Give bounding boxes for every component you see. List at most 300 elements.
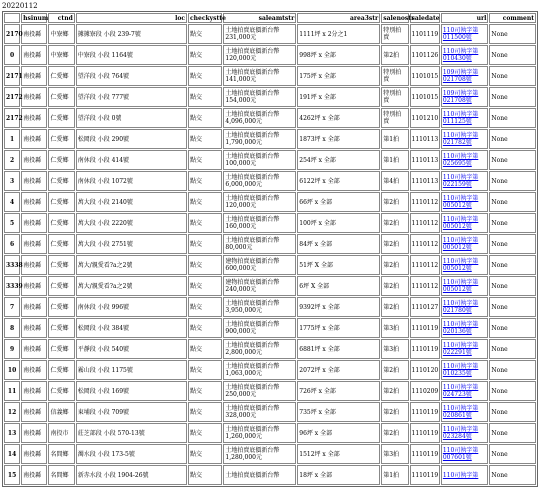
cell-checkystte: 點交 — [188, 66, 222, 86]
cell-hsinum: 南投縣 — [21, 150, 47, 170]
cell-hsinum: 南投縣 — [21, 381, 47, 401]
cell-comment: None — [489, 360, 536, 380]
case-link[interactable]: 110司執字第020861號 — [442, 405, 479, 419]
cell-url — [441, 381, 489, 401]
cell-loc: 萬大段 小段 2140號 — [76, 192, 187, 212]
cell-area3str: 1111坪 x 2分之1 — [297, 24, 380, 44]
cell-comment: None — [489, 192, 536, 212]
cell-comment: None — [489, 129, 536, 149]
cell-loc: 萬大段 小段 2220號 — [76, 213, 187, 233]
cell-loc: 南休段 小段 1072號 — [76, 171, 187, 191]
case-link[interactable]: 110司執字第 — [442, 471, 479, 479]
cell-ctnd: 仁愛鄉 — [48, 339, 74, 359]
cell-hsinum: 南投縣 — [21, 423, 47, 443]
case-link[interactable]: 110司執字第021782號 — [442, 132, 479, 146]
cell-loc: 南休段 小段 414號 — [76, 150, 187, 170]
cell-checkystte: 點交 — [188, 24, 222, 44]
cell-checkystte: 點交 — [188, 192, 222, 212]
cell-area3str: 191坪 x 全部 — [297, 87, 380, 107]
case-link[interactable]: 110司執字第010235號 — [442, 363, 479, 377]
cell-salenostr: 第2拍 — [381, 192, 408, 212]
col-header-id — [4, 13, 20, 23]
cell-url — [441, 150, 489, 170]
cell-id: 10 — [4, 360, 20, 380]
cell-id: 5 — [4, 213, 20, 233]
cell-salenostr: 第1拍 — [381, 465, 408, 485]
cell-area3str: 254坪 x 全部 — [297, 150, 380, 170]
cell-salenostr: 特別拍賣 — [381, 66, 408, 86]
cell-url — [441, 297, 489, 317]
cell-checkystte: 點交 — [188, 150, 222, 170]
case-link[interactable]: 110司執字第011500號 — [442, 27, 479, 41]
cell-id: 8 — [4, 318, 20, 338]
col-header-saledate: saledate — [411, 14, 440, 22]
cell-url — [441, 423, 489, 443]
cell-comment: None — [489, 297, 536, 317]
table-row — [4, 213, 536, 233]
cell-id: 3339 — [4, 276, 20, 296]
cell-checkystte: 點交 — [188, 381, 222, 401]
cell-saledate: 1101126 — [410, 45, 440, 65]
cell-loc: 東埔段 小段 709號 — [76, 402, 187, 422]
cell-saleamtstr: 土地拍賣底價新台幣1,280,000元 — [223, 444, 296, 464]
cell-hsinum: 南投縣 — [21, 171, 47, 191]
case-link[interactable]: 109司執字第021708號 — [442, 69, 479, 83]
cell-saleamtstr: 土地拍賣底價新台幣120,000元 — [223, 192, 296, 212]
cell-id: 7 — [4, 297, 20, 317]
cell-ctnd: 信義鄉 — [48, 402, 74, 422]
cell-saleamtstr: 土地拍賣底價新台幣1,063,000元 — [223, 360, 296, 380]
cell-comment: None — [489, 465, 536, 485]
cell-area3str: 84坪 x 全部 — [297, 234, 380, 254]
cell-url — [441, 129, 489, 149]
cell-area3str: 6坪 X 全部 — [297, 276, 380, 296]
cell-loc: 莊芝部段 小段 570-13號 — [76, 423, 187, 443]
cell-saleamtstr: 土地拍賣底價新台幣1,260,000元 — [223, 423, 296, 443]
cell-comment: None — [489, 234, 536, 254]
cell-salenostr: 特別拍賣 — [381, 87, 408, 107]
table-row — [4, 402, 536, 422]
cell-saledate: 1110119 — [410, 402, 440, 422]
cell-salenostr: 第3拍 — [381, 339, 408, 359]
cell-salenostr: 特別拍賣 — [381, 24, 408, 44]
col-header-comment: comment — [489, 13, 536, 23]
cell-area3str: 735坪 x 全部 — [297, 402, 380, 422]
cell-saleamtstr: 土地拍賣底價新台幣1,790,000元 — [223, 129, 296, 149]
cell-checkystte: 點交 — [188, 360, 222, 380]
cell-saledate: 1110112 — [410, 255, 440, 275]
cell-saledate: 1110127 — [410, 297, 440, 317]
cell-saledate: 1110112 — [410, 276, 440, 296]
case-link[interactable]: 110司執字第023284號 — [442, 426, 479, 440]
cell-comment: None — [489, 318, 536, 338]
cell-hsinum: 南投縣 — [21, 276, 47, 296]
case-link[interactable]: 110司執字第022291號 — [442, 342, 479, 356]
case-link[interactable]: 110司執字第005012號 — [442, 279, 479, 293]
cell-hsinum: 南投縣 — [21, 360, 47, 380]
col-header-salenostr: salenostr — [383, 14, 415, 22]
cell-checkystte: 點交 — [188, 87, 222, 107]
cell-url — [441, 108, 489, 128]
cell-hsinum: 南投縣 — [21, 444, 47, 464]
cell-area3str: 2072坪 x 全部 — [297, 360, 380, 380]
cell-ctnd: 仁愛鄉 — [48, 192, 74, 212]
cell-comment: None — [489, 45, 536, 65]
page-date: 20220112 — [2, 2, 38, 10]
cell-hsinum: 南投縣 — [21, 339, 47, 359]
cell-id: 2172 — [4, 108, 20, 128]
cell-comment: None — [489, 402, 536, 422]
case-link[interactable]: 110司執字第021780號 — [442, 300, 479, 314]
cell-salenostr: 第2拍 — [381, 402, 408, 422]
cell-comment: None — [489, 255, 536, 275]
col-header-checkystte: checkystte — [190, 14, 226, 22]
cell-url — [441, 192, 489, 212]
cell-hsinum: 南投縣 — [21, 297, 47, 317]
cell-id: 15 — [4, 465, 20, 485]
cell-loc: 望洋段 小段 0號 — [76, 108, 187, 128]
cell-url — [441, 402, 489, 422]
cell-area3str: 175坪 x 全部 — [297, 66, 380, 86]
table-row — [4, 192, 536, 212]
table-row — [4, 24, 536, 44]
auction-table — [2, 11, 538, 487]
cell-ctnd: 仁愛鄉 — [48, 381, 74, 401]
cell-hsinum: 南投縣 — [21, 192, 47, 212]
cell-area3str: 100坪 x 全部 — [297, 213, 380, 233]
cell-saledate: 1110119 — [410, 339, 440, 359]
cell-loc: 望洋段 小段 777號 — [76, 87, 187, 107]
cell-hsinum: 南投縣 — [21, 318, 47, 338]
cell-saleamtstr: 土地拍賣底價新台幣900,000元 — [223, 318, 296, 338]
cell-hsinum: 南投縣 — [21, 213, 47, 233]
cell-saledate: 1110119 — [410, 465, 440, 485]
table-row — [4, 255, 536, 275]
cell-saleamtstr: 土地拍賣底價新台幣6,000,000元 — [223, 171, 296, 191]
cell-salenostr: 第2拍 — [381, 360, 408, 380]
cell-saledate: 1110112 — [410, 213, 440, 233]
cell-saledate: 1101119 — [410, 24, 440, 44]
cell-loc: 松岡段 小段 384號 — [76, 318, 187, 338]
cell-ctnd: 仁愛鄉 — [48, 234, 74, 254]
cell-comment: None — [489, 444, 536, 464]
cell-url — [441, 87, 489, 107]
cell-comment: None — [489, 66, 536, 86]
cell-salenostr: 第2拍 — [381, 423, 408, 443]
cell-saleamtstr: 建物拍賣底價新台幣600,000元 — [223, 255, 296, 275]
cell-loc: 望洋段 小段 764號 — [76, 66, 187, 86]
cell-hsinum: 南投縣 — [21, 108, 47, 128]
cell-saleamtstr: 土地拍賣底價新台幣3,950,000元 — [223, 297, 296, 317]
cell-salenostr: 第3拍 — [381, 444, 408, 464]
cell-loc: 中寮段 小段 1164號 — [76, 45, 187, 65]
case-link[interactable]: 110司執字第024723號 — [442, 384, 479, 398]
cell-loc: 南休段 小段 996號 — [76, 297, 187, 317]
cell-saledate: 1110113 — [410, 129, 440, 149]
cell-ctnd: 南投市 — [48, 423, 74, 443]
cell-saleamtstr: 土地拍賣底價新台幣120,000元 — [223, 45, 296, 65]
cell-salenostr: 第1拍 — [381, 129, 408, 149]
cell-ctnd: 仁愛鄉 — [48, 213, 74, 233]
cell-id: 3 — [4, 171, 20, 191]
cell-ctnd: 仁愛鄉 — [48, 66, 74, 86]
cell-comment: None — [489, 339, 536, 359]
case-link[interactable]: 110司執字第010430號 — [442, 48, 479, 62]
cell-saleamtstr: 土地拍賣底價新台幣100,000元 — [223, 150, 296, 170]
cell-ctnd: 中寮鄉 — [48, 24, 74, 44]
table-row — [4, 423, 536, 443]
cell-checkystte: 點交 — [188, 318, 222, 338]
cell-ctnd: 仁愛鄉 — [48, 276, 74, 296]
cell-saleamtstr: 土地拍賣底價新台幣 — [223, 465, 296, 485]
cell-salenostr: 第2拍 — [381, 381, 408, 401]
table-row — [4, 171, 536, 191]
cell-salenostr: 第2拍 — [381, 234, 408, 254]
cell-checkystte: 點交 — [188, 108, 222, 128]
cell-salenostr: 第2拍 — [381, 276, 408, 296]
cell-saledate: 1101015 — [410, 87, 440, 107]
case-link[interactable]: 110司執字第020136號 — [442, 321, 479, 335]
cell-id: 2 — [4, 150, 20, 170]
cell-url — [441, 255, 489, 275]
cell-area3str: 96坪 x 全部 — [297, 423, 380, 443]
cell-saleamtstr: 建物拍賣底價新台幣240,000元 — [223, 276, 296, 296]
cell-comment: None — [489, 24, 536, 44]
cell-loc: 萬大段 小段 2751號 — [76, 234, 187, 254]
cell-id: 1 — [4, 129, 20, 149]
cell-area3str: 1512坪 x 全部 — [297, 444, 380, 464]
cell-loc: 松岡段 小段 169號 — [76, 381, 187, 401]
cell-area3str: 6881坪 x 全部 — [297, 339, 380, 359]
cell-saleamtstr: 土地拍賣底價新台幣160,000元 — [223, 213, 296, 233]
cell-id: 2171 — [4, 66, 20, 86]
cell-salenostr: 特別拍賣 — [381, 108, 408, 128]
cell-checkystte: 點交 — [188, 444, 222, 464]
cell-area3str: 51坪 X 全部 — [297, 255, 380, 275]
cell-url — [441, 444, 489, 464]
cell-ctnd: 名間鄉 — [48, 444, 74, 464]
cell-comment: None — [489, 423, 536, 443]
cell-saledate: 1101210 — [410, 108, 440, 128]
cell-checkystte: 點交 — [188, 297, 222, 317]
cell-area3str: 1873坪 x 全部 — [297, 129, 380, 149]
case-link[interactable]: 110司執字第022159號 — [442, 174, 479, 188]
cell-saledate: 1110119 — [410, 444, 440, 464]
case-link[interactable]: 110司執字第005012號 — [442, 216, 479, 230]
cell-checkystte: 點交 — [188, 255, 222, 275]
case-link[interactable]: 110司執字第025695號 — [442, 153, 479, 167]
case-link[interactable]: 110司執字第005012號 — [442, 195, 479, 209]
cell-saledate: 1110113 — [410, 150, 440, 170]
cell-loc: 松岡段 小段 290號 — [76, 129, 187, 149]
cell-hsinum: 南投縣 — [21, 255, 47, 275]
cell-salenostr: 第2拍 — [381, 255, 408, 275]
cell-saleamtstr: 土地拍賣底價新台幣328,000元 — [223, 402, 296, 422]
cell-area3str: 18坪 x 全部 — [297, 465, 380, 485]
cell-area3str: 4262坪 x 全部 — [297, 108, 380, 128]
cell-comment: None — [489, 171, 536, 191]
cell-loc: 據據寮段 小段 239-7號 — [76, 24, 187, 44]
cell-saleamtstr: 土地拍賣底價新台幣141,000元 — [223, 66, 296, 86]
cell-ctnd: 仁愛鄉 — [48, 87, 74, 107]
cell-ctnd: 仁愛鄉 — [48, 129, 74, 149]
cell-comment: None — [489, 381, 536, 401]
cell-salenostr: 第2拍 — [381, 213, 408, 233]
cell-hsinum: 南投縣 — [21, 87, 47, 107]
col-header-hsinum: hsinum — [23, 14, 49, 22]
col-header-ctnd: ctnd — [48, 13, 74, 23]
cell-comment: None — [489, 108, 536, 128]
cell-loc: 霧山段 小段 1175號 — [76, 360, 187, 380]
cell-checkystte: 點交 — [188, 45, 222, 65]
cell-url — [441, 66, 489, 86]
cell-ctnd: 仁愛鄉 — [48, 318, 74, 338]
table-row — [4, 129, 536, 149]
cell-salenostr: 第2拍 — [381, 297, 408, 317]
case-link[interactable]: 110司執字第005012號 — [442, 237, 479, 251]
cell-salenostr: 第1拍 — [381, 150, 408, 170]
cell-checkystte: 點交 — [188, 339, 222, 359]
cell-saleamtstr: 土地拍賣底價新台幣4,096,000元 — [223, 108, 296, 128]
table-row — [4, 45, 536, 65]
cell-url — [441, 360, 489, 380]
cell-area3str: 1775坪 x 全部 — [297, 318, 380, 338]
table-row — [4, 234, 536, 254]
table-row — [4, 297, 536, 317]
cell-hsinum: 南投縣 — [21, 402, 47, 422]
cell-comment: None — [489, 213, 536, 233]
cell-area3str: 9392坪 x 全部 — [297, 297, 380, 317]
table-row — [4, 318, 536, 338]
cell-hsinum: 南投縣 — [21, 234, 47, 254]
cell-saleamtstr: 土地拍賣底價新台幣2,800,000元 — [223, 339, 296, 359]
cell-loc: 萬大/親愛看?a之2號 — [76, 255, 187, 275]
cell-checkystte: 點交 — [188, 129, 222, 149]
cell-checkystte: 點交 — [188, 171, 222, 191]
cell-id: 2172 — [4, 87, 20, 107]
cell-id: 12 — [4, 402, 20, 422]
cell-comment: None — [489, 276, 536, 296]
cell-ctnd: 仁愛鄉 — [48, 150, 74, 170]
cell-saledate: 1110112 — [410, 192, 440, 212]
cell-hsinum: 南投縣 — [21, 129, 47, 149]
cell-checkystte: 點交 — [188, 423, 222, 443]
cell-id: 6 — [4, 234, 20, 254]
cell-id: 0 — [4, 45, 20, 65]
cell-saledate: 1110119 — [410, 423, 440, 443]
table-row — [4, 150, 536, 170]
cell-url — [441, 45, 489, 65]
cell-salenostr: 第2拍 — [381, 45, 408, 65]
col-header-url: url — [441, 13, 489, 23]
cell-url — [441, 171, 489, 191]
cell-loc: 新赤水段 小段 1904-26號 — [76, 465, 187, 485]
cell-saledate: 1110112 — [410, 234, 440, 254]
cell-salenostr: 第3拍 — [381, 318, 408, 338]
table-row — [4, 87, 536, 107]
table-row — [4, 444, 536, 464]
cell-id: 13 — [4, 423, 20, 443]
cell-url — [441, 234, 489, 254]
cell-hsinum: 南投縣 — [21, 465, 47, 485]
col-header-area3str: area3str — [297, 13, 380, 23]
cell-hsinum: 南投縣 — [21, 66, 47, 86]
cell-ctnd: 仁愛鄉 — [48, 171, 74, 191]
case-link[interactable]: 110司執字第005012號 — [442, 258, 479, 272]
cell-loc: 濁水段 小段 173-5號 — [76, 444, 187, 464]
cell-saledate: 1110119 — [410, 318, 440, 338]
case-link[interactable]: 109司執字第021708號 — [442, 90, 479, 104]
cell-saleamtstr: 土地拍賣底價新台幣154,000元 — [223, 87, 296, 107]
cell-id: 11 — [4, 381, 20, 401]
cell-ctnd: 仁愛鄉 — [48, 108, 74, 128]
case-link[interactable]: 110司執字第007601號 — [442, 447, 479, 461]
cell-area3str: 998坪 x 全部 — [297, 45, 380, 65]
cell-id: 3338 — [4, 255, 20, 275]
cell-saledate: 1101015 — [410, 66, 440, 86]
cell-url — [441, 318, 489, 338]
cell-url — [441, 465, 489, 485]
cell-id: 9 — [4, 339, 20, 359]
cell-area3str: 66坪 x 全部 — [297, 192, 380, 212]
cell-hsinum: 南投縣 — [21, 45, 47, 65]
cell-ctnd: 仁愛鄉 — [48, 360, 74, 380]
cell-saleamtstr: 土地拍賣底價新台幣250,000元 — [223, 381, 296, 401]
cell-loc: 平靜段 小段 540號 — [76, 339, 187, 359]
table-row — [4, 108, 536, 128]
cell-checkystte: 點交 — [188, 276, 222, 296]
cell-checkystte: 點交 — [188, 402, 222, 422]
cell-id: 4 — [4, 192, 20, 212]
col-header-saleamtstr: saleamtstr — [223, 13, 296, 23]
cell-salenostr: 第4拍 — [381, 171, 408, 191]
cell-saledate: 1110113 — [410, 171, 440, 191]
cell-ctnd: 名間鄉 — [48, 465, 74, 485]
cell-url — [441, 24, 489, 44]
cell-id: 2170 — [4, 24, 20, 44]
cell-comment: None — [489, 150, 536, 170]
cell-url — [441, 213, 489, 233]
cell-saledate: 1110120 — [410, 360, 440, 380]
table-row — [4, 465, 536, 485]
col-header-loc: loc — [76, 13, 187, 23]
table-row — [4, 360, 536, 380]
cell-area3str: 726坪 x 全部 — [297, 381, 380, 401]
table-row — [4, 66, 536, 86]
case-link[interactable]: 110司執字第011125號 — [442, 111, 479, 125]
cell-checkystte: 點交 — [188, 465, 222, 485]
cell-ctnd: 仁愛鄉 — [48, 255, 74, 275]
cell-url — [441, 339, 489, 359]
cell-hsinum: 南投縣 — [21, 24, 47, 44]
cell-id: 14 — [4, 444, 20, 464]
cell-checkystte: 點交 — [188, 234, 222, 254]
cell-saleamtstr: 土地拍賣底價新台幣231,000元 — [223, 24, 296, 44]
cell-loc: 萬大/親愛看?a之2號 — [76, 276, 187, 296]
table-row — [4, 339, 536, 359]
cell-url — [441, 276, 489, 296]
cell-ctnd: 仁愛鄉 — [48, 297, 74, 317]
cell-comment: None — [489, 87, 536, 107]
cell-area3str: 6122坪 x 全部 — [297, 171, 380, 191]
table-row — [4, 276, 536, 296]
cell-checkystte: 點交 — [188, 213, 222, 233]
table-row — [4, 381, 536, 401]
cell-ctnd: 中寮鄉 — [48, 45, 74, 65]
table-header-row — [4, 13, 536, 23]
cell-saledate: 1110209 — [410, 381, 440, 401]
cell-saleamtstr: 土地拍賣底價新台幣80,000元 — [223, 234, 296, 254]
